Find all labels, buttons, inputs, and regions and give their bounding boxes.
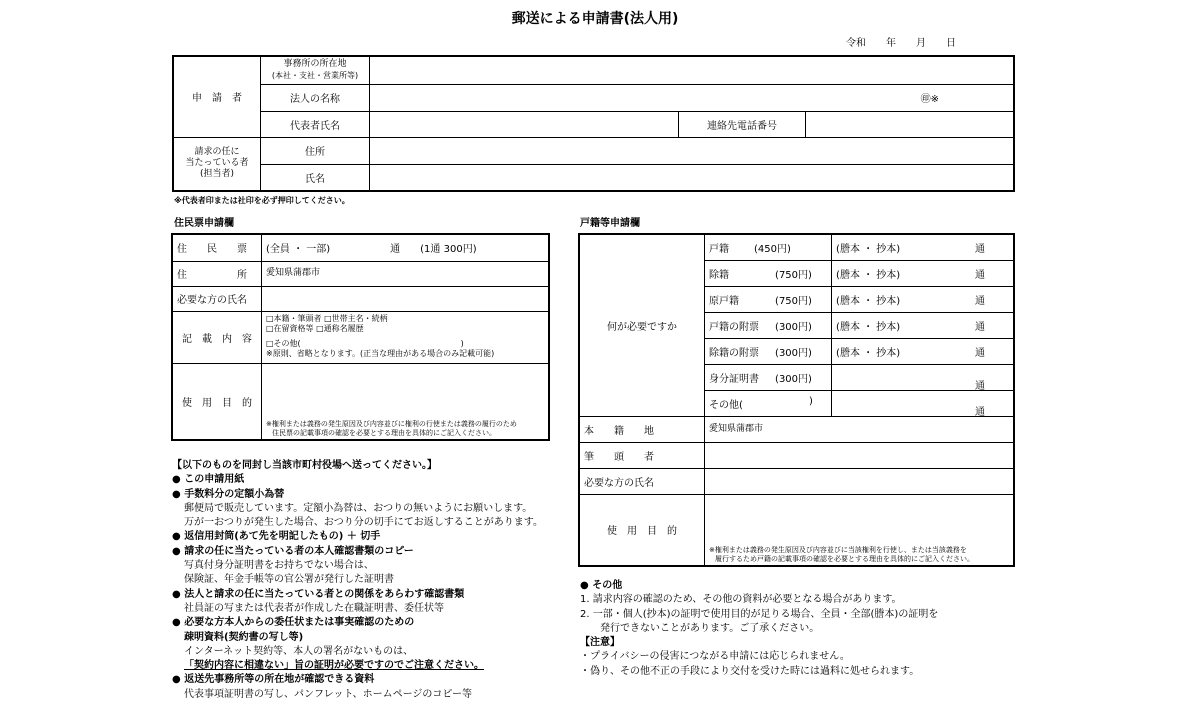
koseki-type-1[interactable]: (謄本 ・ 抄本) 通	[832, 260, 1014, 286]
hitto-field[interactable]	[705, 442, 1014, 468]
agent-label: 請求の任に 当たっている者 (担当者)	[173, 137, 261, 191]
office-address-field[interactable]	[370, 56, 1015, 84]
agent-address-label: 住所	[261, 137, 370, 164]
other-section	[580, 579, 1010, 679]
agent-name-label: 氏名	[261, 164, 370, 191]
enclose-line: ● この申請用紙	[172, 474, 245, 486]
koseki-table	[578, 233, 1015, 567]
enclose-line: 疎明資料(契約書の写し等)	[184, 631, 304, 643]
other-line: 発行できないことがあります。ご了承ください。	[600, 622, 820, 634]
hitto-label: 筆 頭 者	[579, 442, 705, 468]
koseki-purpose-label: 使 用 目 的	[579, 494, 705, 566]
koseki-type-5[interactable]: 通	[832, 364, 1014, 390]
enclose-line: 代表事項証明書の写し、パンフレット、ホームページのコピー等	[184, 688, 472, 700]
resident-heading: 住民票申請欄	[174, 218, 234, 229]
other-line: 【注意】	[580, 637, 620, 649]
enclose-line: ● 手数料分の定額小為替	[172, 488, 285, 500]
koseki-item-6[interactable]: その他( )	[705, 390, 832, 416]
page-title: 郵送による申請書(法人用)	[511, 11, 679, 27]
company-name-field[interactable]	[370, 84, 1015, 111]
other-line: ・プライバシーの侵害につながる申請には応じられません。	[580, 651, 850, 663]
enclose-line: ● 必要な方本人からの委任状または事実確認のための	[172, 617, 415, 629]
koseki-type-0[interactable]: (謄本 ・ 抄本) 通	[832, 234, 1014, 260]
honseki-label: 本 籍 地	[579, 416, 705, 442]
enclose-line: ● 請求の任に当たっている者の本人確認書類のコピー	[172, 545, 414, 557]
other-line: 2. 一部・個人(抄本)の証明で使用目的が足りる場合、全員・全部(謄本)の証明を	[580, 608, 939, 620]
other-line: ・偽り、その他不正の手段により交付を受けた時には過料に処せられます。	[580, 665, 920, 677]
koseki-item-4[interactable]: 除籍の附票 (300円)	[705, 338, 832, 364]
enclose-section	[172, 459, 572, 702]
date-line: 令和 年 月 日	[846, 38, 956, 49]
koseki-purpose-field[interactable]: ※権利または義務の発生原因及び内容並びに当該権利を行使し、または当該義務を 履行するため戸籍の記載事項の確認を必要とする理由を具体的にご記入ください。	[705, 494, 1014, 566]
resident-row4-label: 記 載 内 容	[172, 311, 262, 363]
resident-table	[171, 233, 550, 441]
company-name-label: 法人の名称	[261, 84, 370, 111]
enclose-line: ● 法人と請求の任に当たっている者との関係をあらわす確認書類	[172, 588, 465, 600]
rep-name-label: 代表者氏名	[261, 111, 370, 137]
enclose-line: 保険証、年金手帳等の官公署が発行した証明書	[184, 574, 394, 586]
resident-name-field[interactable]	[262, 286, 550, 311]
koseki-needed-field[interactable]	[705, 468, 1014, 494]
phone-field[interactable]	[806, 111, 1015, 137]
phone-label: 連絡先電話番号	[679, 111, 806, 137]
resident-row3-label: 必要な方の氏名	[172, 286, 262, 311]
enclose-line: 社員証の写または代表者が作成した在職証明書、委任状等	[184, 602, 444, 614]
resident-row1-label: 住 民 票	[172, 234, 262, 261]
resident-row2-label: 住 所	[172, 261, 262, 286]
what-needed-label: 何が必要ですか	[579, 234, 705, 416]
other-line: 1. 請求内容の確認のため、その他の資料が必要となる場合があります。	[580, 594, 902, 606]
koseki-item-5[interactable]: 身分証明書 (300円)	[705, 364, 832, 390]
seal-note: ※代表者印または社印を必ず押印してください。	[174, 196, 350, 205]
seal-mark: ㊞※	[920, 94, 939, 105]
koseki-type-2[interactable]: (謄本 ・ 抄本) 通	[832, 286, 1014, 312]
enclose-line: インターネット契約等、本人の署名がないものは、	[184, 645, 414, 657]
koseki-item-3[interactable]: 戸籍の附票 (300円)	[705, 312, 832, 338]
enclose-line: 「契約内容に相違ない」旨の証明が必要ですのでご注意ください。	[184, 660, 484, 672]
honseki-field[interactable]: 愛知県蒲郡市	[705, 416, 1014, 442]
enclose-line: ● 返送先事務所等の所在地が確認できる資料	[172, 674, 375, 686]
koseki-type-6[interactable]: 通	[832, 390, 1014, 416]
koseki-type-4[interactable]: (謄本 ・ 抄本) 通	[832, 338, 1014, 364]
enclose-line: ● 返信用封筒(あて先を明記したもの) ＋ 切手	[172, 531, 381, 543]
enclose-heading: 【以下のものを同封し当該市町村役場へ送ってください。】	[172, 460, 437, 471]
enclose-lines	[172, 473, 572, 702]
resident-row1-value[interactable]: (全員 ・ 一部) 通 (1通 300円)	[262, 234, 550, 261]
rep-name-field[interactable]	[370, 111, 679, 137]
applicant-table	[172, 55, 1015, 192]
koseki-needed-label: 必要な方の氏名	[579, 468, 705, 494]
koseki-item-1[interactable]: 除籍 (750円)	[705, 260, 832, 286]
applicant-label: 申 請 者	[173, 56, 261, 137]
resident-purpose-field[interactable]: ※権利または義務の発生原因及び内容並びに権利の行使または義務の履行のため 住民票の記載事項の確認を必要とする理由を具体的にご記入ください。	[262, 363, 550, 440]
resident-row5-label: 使 用 目 的	[172, 363, 262, 440]
enclose-line: 写真付身分証明書をお持ちでない場合は、	[184, 560, 374, 572]
other-lines	[580, 593, 1010, 679]
enclose-line: 郵便局で販売しています。定額小為替は、おつりの無いようにお願いします。	[184, 502, 533, 514]
enclose-line: 万が一おつりが発生した場合、おつり分の切手にてお返しすることがあります。	[184, 517, 543, 529]
koseki-type-3[interactable]: (謄本 ・ 抄本) 通	[832, 312, 1014, 338]
koseki-heading: 戸籍等申請欄	[580, 218, 640, 229]
agent-address-field[interactable]	[370, 137, 1015, 164]
koseki-item-2[interactable]: 原戸籍 (750円)	[705, 286, 832, 312]
resident-address-field[interactable]: 愛知県蒲郡市	[262, 261, 550, 286]
agent-name-field[interactable]	[370, 164, 1015, 191]
koseki-item-0[interactable]: 戸籍 (450円)	[705, 234, 832, 260]
office-address-label: 事務所の所在地 (本社・支社・営業所等)	[261, 56, 370, 84]
other-heading: ● その他	[580, 580, 623, 591]
resident-content-options[interactable]: □本籍・筆頭者 □世帯主名・続柄 □在留資格等 □通称名履歴 □その他( ) ※原則、省略となります。(正当な理由がある場合のみ記載可能)	[262, 311, 550, 363]
